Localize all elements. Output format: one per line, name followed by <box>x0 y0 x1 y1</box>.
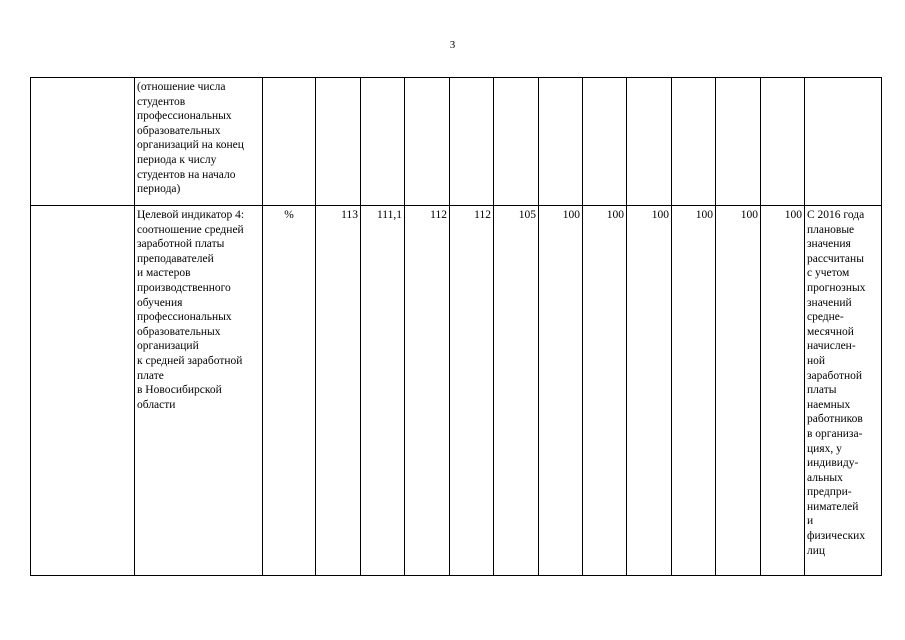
empty-cell <box>31 206 135 576</box>
value-cell <box>405 78 450 206</box>
value-cell <box>583 78 627 206</box>
value-cell: 112 <box>450 206 494 576</box>
value-cell: 105 <box>494 206 539 576</box>
unit-cell <box>263 78 316 206</box>
value-cell <box>627 78 672 206</box>
value-cell <box>716 78 761 206</box>
note-cell <box>805 78 882 206</box>
table-row <box>31 78 882 206</box>
value-cell <box>450 78 494 206</box>
value-cell: 100 <box>761 206 805 576</box>
empty-cell <box>31 78 135 206</box>
value-cell: 113 <box>316 206 361 576</box>
value-cell: 100 <box>583 206 627 576</box>
value-cell <box>539 78 583 206</box>
value-cell: 111,1 <box>361 206 405 576</box>
value-cell <box>494 78 539 206</box>
page-number: 3 <box>449 39 456 51</box>
value-cell: 100 <box>716 206 761 576</box>
value-cell <box>672 78 716 206</box>
indicator-description: Целевой индикатор 4: соотношение средней заработной платы преподавателей и мастеров производственного обучения профессиональных образовательных организаций к средней заработной плате в Новосибирской области <box>135 206 263 576</box>
value-cell: 100 <box>672 206 716 576</box>
indicator-description: (отношение числа студентов профессиональных образовательных организаций на конец периода к числу студентов на начало периода) <box>135 78 263 206</box>
value-cell <box>761 78 805 206</box>
indicator-table <box>30 77 882 576</box>
value-cell: 100 <box>627 206 672 576</box>
unit-cell: % <box>263 206 316 576</box>
table-row <box>31 206 882 576</box>
value-cell: 112 <box>405 206 450 576</box>
value-cell <box>316 78 361 206</box>
value-cell <box>361 78 405 206</box>
note-cell: С 2016 года плановые значения рассчитаны с учетом прогнозных значений средне- месячной начислен- ной заработной платы наемных работников в организа- циях, у индивиду- альных предпри- нимателей и физических лиц <box>805 206 882 576</box>
value-cell: 100 <box>539 206 583 576</box>
